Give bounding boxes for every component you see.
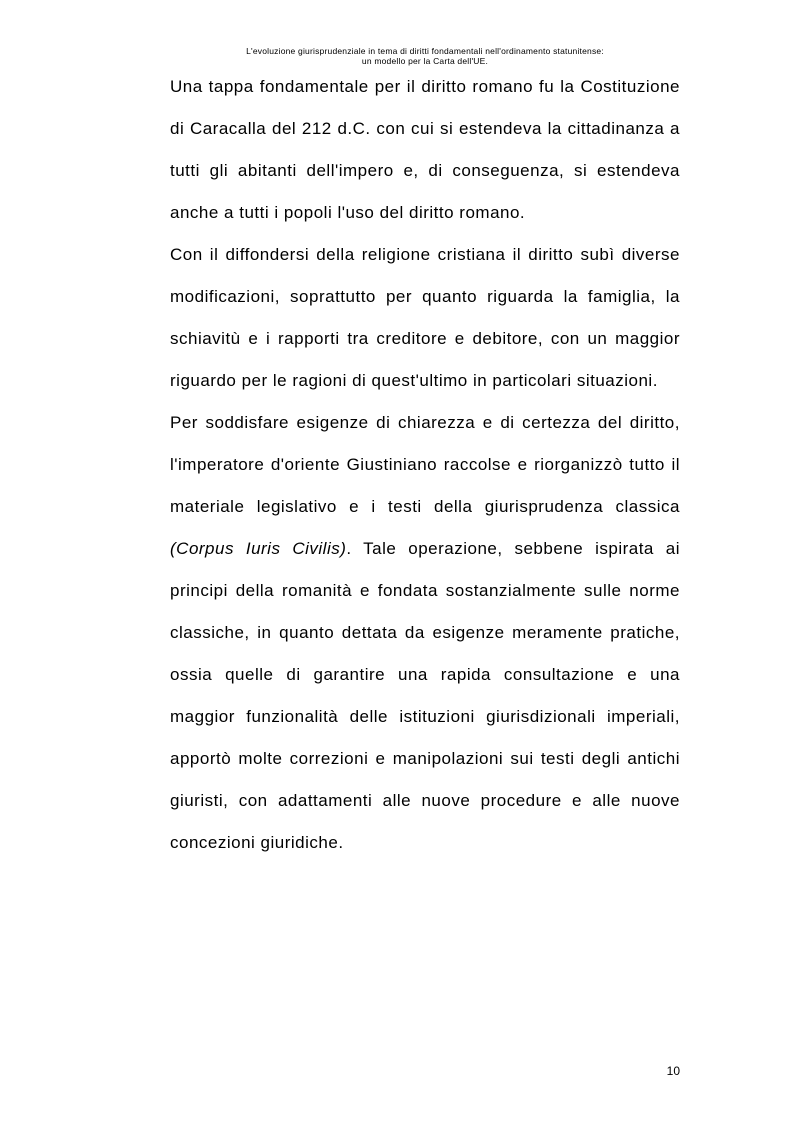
paragraph-christianity: Con il diffondersi della religione cristiana il diritto subì diverse modificazioni, soprattutto per quanto riguarda la famiglia, la schiavitù e i rapporti tra creditore e debitore, con un maggior riguardo per le ragioni di quest'ultimo in particolari situazioni. — [170, 245, 680, 390]
page-number: 10 — [666, 1064, 680, 1078]
running-header — [150, 47, 700, 66]
body-text — [170, 66, 680, 864]
paragraph-justinian-text-1: Per soddisfare esigenze di chiarezza e di certezza del diritto, l'imperatore d'oriente Giustiniano raccolse e riorganizzò tutto il materiale legislativo e i testi della giurisprudenza classica — [170, 413, 680, 516]
paragraph-justinian-text-2: . Tale operazione, sebbene ispirata ai principi della romanità e fondata sostanzialmente sulle norme classiche, in quanto dettata da esigenze meramente pratiche, ossia quelle di garantire una rapida consultazione e una maggior funzionalità delle istituzioni giurisdizionali imperiali, apportò molte correzioni e manipolazioni sui testi degli antichi giuristi, con adattamenti alle nuove procedure e alle nuove concezioni giuridiche. — [170, 539, 680, 852]
running-header-line-1: L'evoluzione giurisprudenziale in tema di diritti fondamentali nell'ordinamento statunitense: — [246, 46, 604, 56]
running-header-line-2: un modello per la Carta dell'UE. — [361, 55, 489, 66]
corpus-iuris-civilis-italic: (Corpus Iuris Civilis) — [170, 539, 347, 558]
paragraph-caracalla: Una tappa fondamentale per il diritto romano fu la Costituzione di Caracalla del 212 d.C. con cui si estendeva la cittadinanza a tutti gli abitanti dell'impero e, di conseguenza, si estendeva anche a tutti i popoli l'uso del diritto romano. — [170, 77, 680, 222]
paragraph-justinian — [170, 402, 680, 864]
